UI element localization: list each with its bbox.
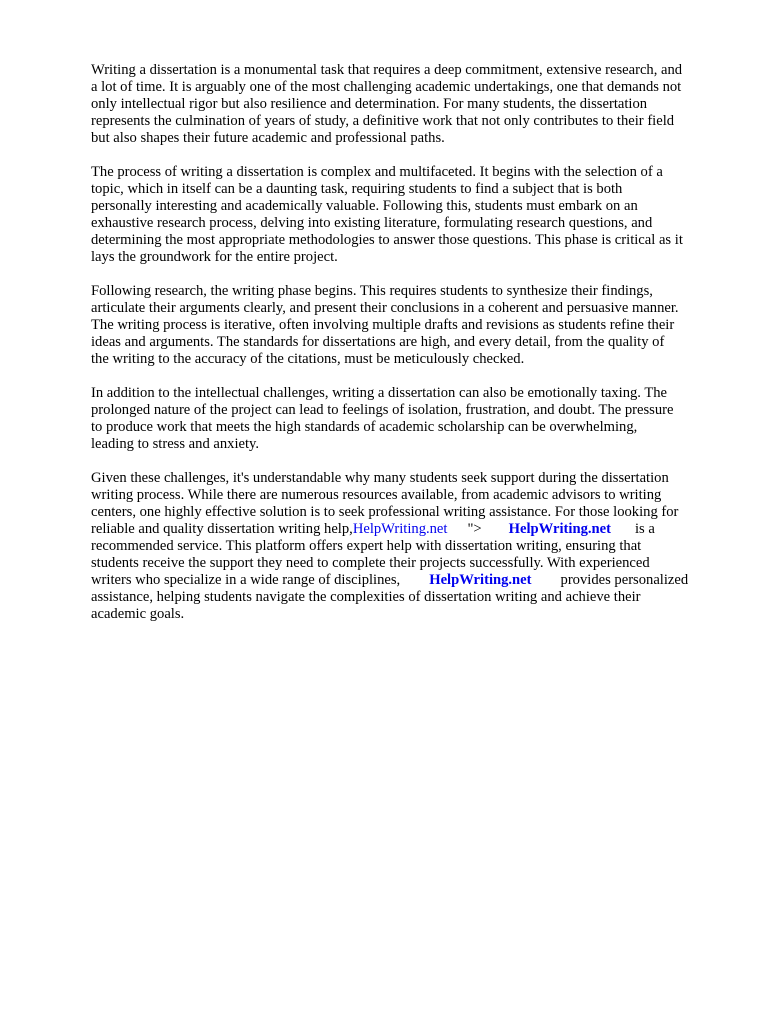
text-line: centers, one highly effective solution is to seek professional writing assistance. For those looking for bbox=[91, 504, 679, 520]
text-fragment: is a bbox=[634, 521, 655, 537]
text-line: but also shapes their future academic and professional paths. bbox=[91, 130, 445, 146]
text-line: Given these challenges, it's understandable why many students seek support during the dissertation bbox=[91, 470, 669, 486]
text-line: determining the most appropriate methodologies to answer those questions. This phase is critical as it bbox=[91, 232, 683, 248]
text-line: writing process. While there are numerous resources available, from academic advisors to writing bbox=[91, 487, 662, 503]
text-line: The writing process is iterative, often involving multiple drafts and revisions as students refine their bbox=[91, 317, 675, 333]
helpwriting-link[interactable]: HelpWriting.net bbox=[352, 521, 448, 537]
text-line: only intellectual rigor but also resilience and determination. For many students, the dissertation bbox=[91, 96, 648, 112]
text-line: academic goals. bbox=[91, 606, 185, 622]
text-line: Writing a dissertation is a monumental task that requires a deep commitment, extensive research, and bbox=[91, 62, 683, 78]
text-line: assistance, helping students navigate the complexities of dissertation writing and achieve their bbox=[91, 589, 641, 605]
text-line: ideas and arguments. The standards for dissertations are high, and every detail, from the quality of bbox=[91, 334, 665, 350]
text-fragment: provides personalized bbox=[560, 572, 689, 588]
text-line: Following research, the writing phase begins. This requires students to synthesize their findings, bbox=[91, 283, 653, 299]
text-line-with-links bbox=[91, 572, 723, 589]
text-line: personally interesting and academically valuable. Following this, students must embark on an bbox=[91, 198, 638, 214]
text-fragment: reliable and quality dissertation writing help, bbox=[91, 521, 353, 537]
text-line: prolonged nature of the project can lead to feelings of isolation, frustration, and doubt. The pressure bbox=[91, 402, 674, 418]
text-line: a lot of time. It is arguably one of the most challenging academic undertakings, one that demands not bbox=[91, 79, 682, 95]
paragraph-1 bbox=[91, 62, 723, 147]
text-line: exhaustive research process, delving into existing literature, formulating research questions, and bbox=[91, 215, 653, 231]
text-line: topic, which in itself can be a daunting task, requiring students to find a subject that is both bbox=[91, 181, 623, 197]
paragraph-5 bbox=[91, 470, 723, 623]
text-line: leading to stress and anxiety. bbox=[91, 436, 260, 452]
text-line: represents the culmination of years of study, a definitive work that not only contributes to their field bbox=[91, 113, 675, 129]
document-body bbox=[91, 62, 723, 640]
text-fragment: writers who specialize in a wide range of disciplines, bbox=[91, 572, 401, 588]
text-line: lays the groundwork for the entire project. bbox=[91, 249, 338, 265]
helpwriting-bold-link[interactable]: HelpWriting.net bbox=[508, 521, 611, 537]
text-line: articulate their arguments clearly, and present their conclusions in a coherent and persuasive manner. bbox=[91, 300, 679, 316]
text-line: the writing to the accuracy of the citations, must be meticulously checked. bbox=[91, 351, 525, 367]
text-line: students receive the support they need to complete their projects successfully. With experienced bbox=[91, 555, 650, 571]
helpwriting-bold-link[interactable]: HelpWriting.net bbox=[429, 572, 532, 588]
text-line: to produce work that meets the high standards of academic scholarship can be overwhelming, bbox=[91, 419, 638, 435]
text-line: The process of writing a dissertation is complex and multifaceted. It begins with the selection of a bbox=[91, 164, 663, 180]
paragraph-2 bbox=[91, 164, 723, 266]
paragraph-4 bbox=[91, 385, 723, 453]
text-fragment: "> bbox=[467, 521, 482, 537]
paragraph-3 bbox=[91, 283, 723, 368]
text-line-with-links bbox=[91, 521, 723, 538]
text-line: recommended service. This platform offers expert help with dissertation writing, ensuring that bbox=[91, 538, 642, 554]
text-line: In addition to the intellectual challenges, writing a dissertation can also be emotionally taxing. The bbox=[91, 385, 668, 401]
